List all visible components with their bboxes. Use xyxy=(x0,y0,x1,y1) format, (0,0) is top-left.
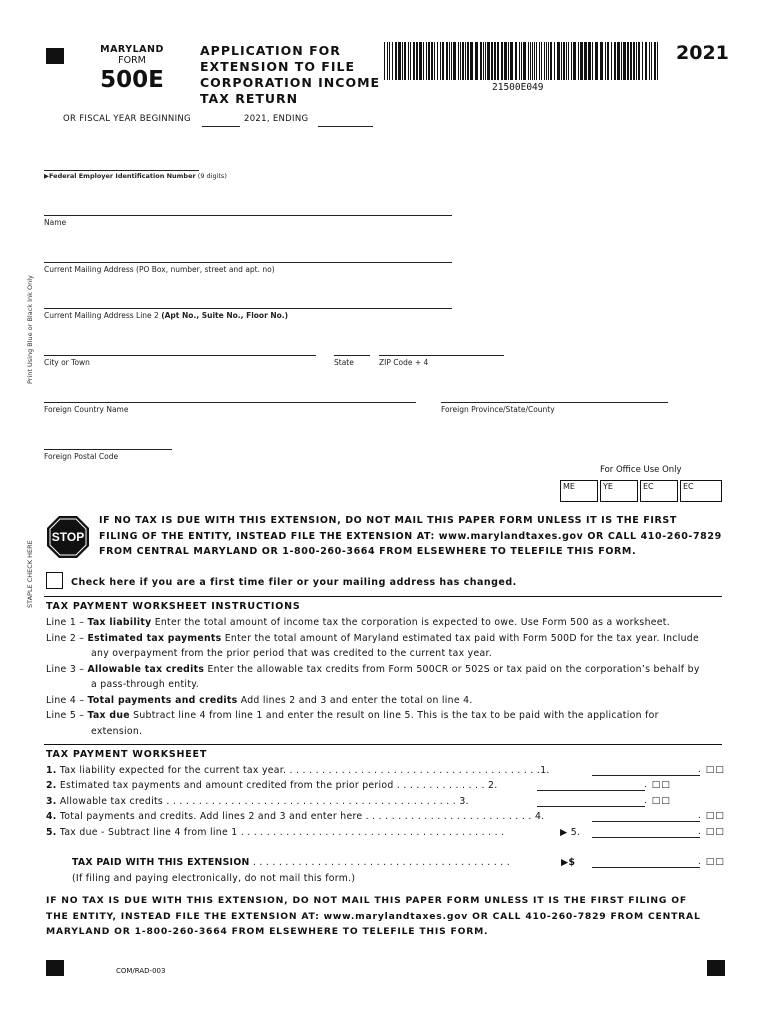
fein-field[interactable] xyxy=(44,170,199,171)
worksheet-divider xyxy=(44,744,722,745)
barcode-graphic xyxy=(384,42,662,80)
line-5-cents: . □□ xyxy=(698,827,725,837)
tax-paid-cents: . □□ xyxy=(698,857,725,867)
instructions-title: TAX PAYMENT WORKSHEET INSTRUCTIONS xyxy=(46,601,301,612)
country-label: Foreign Country Name xyxy=(44,405,129,414)
address2-label: Current Mailing Address Line 2 (Apt No., Suite No., Floor No.) xyxy=(44,311,289,320)
worksheet-line-5: 5. Tax due - Subtract line 4 from line 1 . . . . . . . . . . . . . . . . . . . . . . . . . . . . . . . . . . . . . . . . . xyxy=(46,827,505,838)
address2-field[interactable] xyxy=(44,308,452,309)
fein-label: ▶Federal Employer Identification Number (9 digits) xyxy=(44,172,227,180)
line-1-cents: . □□ xyxy=(698,765,725,775)
instructions-list xyxy=(46,615,726,739)
fiscal-begin-field[interactable] xyxy=(202,126,240,127)
province-field[interactable] xyxy=(441,402,668,403)
state-field[interactable] xyxy=(334,355,370,356)
address1-field[interactable] xyxy=(44,262,452,263)
form-label: FORM xyxy=(118,55,146,66)
name-field[interactable] xyxy=(44,215,452,216)
form-identity xyxy=(92,44,172,94)
instruction-continuation: a pass-through entity. xyxy=(91,679,199,690)
barcode xyxy=(384,42,662,80)
registration-mark-top-left xyxy=(46,48,64,64)
office-box-ec2: EC xyxy=(680,480,722,502)
stop-line: FROM CENTRAL MARYLAND OR 1-800-260-3664 FROM ELSEWHERE TO TELEFILE THIS FORM. xyxy=(99,546,637,557)
instruction-line: Line 4 – Total payments and credits Add lines 2 and 3 and enter the total on line 4. xyxy=(46,694,473,706)
name-label: Name xyxy=(44,218,67,227)
province-label: Foreign Province/State/County xyxy=(441,405,555,414)
worksheet-line-3: 3. Allowable tax credits . . . . . . . . . . . . . . . . . . . . . . . . . . . . . . . . . . . . . . . . . . . . . 3. xyxy=(46,796,469,807)
ink-instruction: Print Using Blue or Black Ink Only xyxy=(26,275,34,384)
arrow-right-icon: ▶ xyxy=(44,172,49,180)
line-4-cents: . □□ xyxy=(698,811,725,821)
worksheet-title: TAX PAYMENT WORKSHEET xyxy=(46,749,208,760)
stop-notice xyxy=(99,513,722,560)
instruction-line: Line 5 – Tax due Subtract line 4 from line 1 and enter the result on line 5. This is the tax to be paid with the application for xyxy=(46,710,659,721)
line-4-amount-field[interactable] xyxy=(592,821,700,822)
form-code: COM/RAD-003 xyxy=(116,967,166,975)
svg-text:STOP: STOP xyxy=(51,530,85,544)
city-label: City or Town xyxy=(44,358,90,367)
instruction-continuation: extension. xyxy=(91,725,143,737)
form-number: 500E xyxy=(100,67,164,93)
address1-label: Current Mailing Address (PO Box, number, street and apt. no) xyxy=(44,265,275,274)
title-line: APPLICATION FOR xyxy=(200,43,341,58)
footer-warning xyxy=(46,893,701,940)
line-3-amount-field[interactable] xyxy=(537,806,645,807)
tax-paid-arrow: ▶$ xyxy=(561,857,576,868)
instruction-continuation: any overpayment from the prior period that was credited to the current tax year. xyxy=(91,648,493,659)
barcode-text: 21500E049 xyxy=(492,82,544,93)
footer-warning-line: MARYLAND OR 1-800-260-3664 FROM ELSEWHERE TO TELEFILE THIS FORM. xyxy=(46,926,489,937)
worksheet-line-1: 1. Tax liability expected for the current tax year. . . . . . . . . . . . . . . . . . . . . . . . . . . . . . . . . . . . . . . .1. xyxy=(46,765,550,776)
state-name: MARYLAND xyxy=(100,44,164,55)
worksheet-line-4: 4. Total payments and credits. Add lines 2 and 3 and enter here . . . . . . . . . . . . . . . . . . . . . . . . . . 4. xyxy=(46,811,545,822)
arrow-right-icon: ▶ xyxy=(560,827,568,838)
line-5-amount-field[interactable] xyxy=(592,837,700,838)
stop-line: FILING OF THE ENTITY, INSTEAD FILE THE EXTENSION AT: www.marylandtaxes.gov OR CALL 410-260-7829 xyxy=(99,530,722,542)
office-use-label: For Office Use Only xyxy=(600,465,682,475)
zip-label: ZIP Code + 4 xyxy=(379,358,429,367)
line-2-amount-field[interactable] xyxy=(537,790,645,791)
instruction-line: Line 3 – Allowable tax credits Enter the allowable tax credits from Form 500CR or 502S or tax paid on the corporation’s behalf by xyxy=(46,663,700,675)
fiscal-end-field[interactable] xyxy=(318,126,373,127)
instruction-line: Line 1 – Tax liability Enter the total amount of income tax the corporation is expected to owe. Use Form 500 as a worksheet. xyxy=(46,617,671,628)
tax-paid-note: (If filing and paying electronically, do not mail this form.) xyxy=(72,873,356,884)
instructions-divider xyxy=(44,596,722,597)
stop-line: IF NO TAX IS DUE WITH THIS EXTENSION, DO NOT MAIL THIS PAPER FORM UNLESS IT IS THE FIRST xyxy=(99,515,677,526)
line-2-cents: . □□ xyxy=(644,780,671,790)
first-time-filer-label: Check here if you are a first time filer or your mailing address has changed. xyxy=(71,577,517,588)
line-5-ref: ▶ 5. xyxy=(560,827,581,838)
worksheet-line-2: 2. Estimated tax payments and amount credited from the prior period . . . . . . . . . . . . . . 2. xyxy=(46,780,498,791)
office-box-ec1: EC xyxy=(640,480,678,502)
office-box-me: ME xyxy=(560,480,598,502)
city-field[interactable] xyxy=(44,355,316,356)
zip-field[interactable] xyxy=(379,355,504,356)
fiscal-year-prefix: OR FISCAL YEAR BEGINNING xyxy=(63,114,191,124)
tax-paid-line: TAX PAID WITH THIS EXTENSION . . . . . . . . . . . . . . . . . . . . . . . . . . . . . . . . . . . . . . . . xyxy=(72,857,511,868)
title-line: TAX RETURN xyxy=(200,91,299,106)
tax-paid-amount-field[interactable] xyxy=(592,867,700,868)
first-time-filer-checkbox[interactable] xyxy=(46,572,63,589)
line-3-cents: . □□ xyxy=(644,796,671,806)
registration-mark-bottom-right xyxy=(707,960,725,976)
footer-warning-line: IF NO TAX IS DUE WITH THIS EXTENSION, DO NOT MAIL THIS PAPER FORM UNLESS IT IS THE FIRST FILING OF xyxy=(46,895,687,906)
postal-label: Foreign Postal Code xyxy=(44,452,119,461)
office-box-ye: YE xyxy=(600,480,638,502)
postal-field[interactable] xyxy=(44,449,172,450)
fiscal-year-middle: 2021, ENDING xyxy=(244,114,309,124)
footer-warning-line: THE ENTITY, INSTEAD FILE THE EXTENSION AT: www.marylandtaxes.gov OR CALL 410-260-7829 FROM CENTRAL xyxy=(46,910,701,922)
line-1-amount-field[interactable] xyxy=(592,775,700,776)
registration-mark-bottom-left xyxy=(46,960,64,976)
title-line: CORPORATION INCOME xyxy=(200,75,381,90)
staple-instruction: STAPLE CHECK HERE xyxy=(26,540,34,608)
tax-year: 2021 xyxy=(676,42,729,64)
title-line: EXTENSION TO FILE xyxy=(200,59,355,74)
country-field[interactable] xyxy=(44,402,416,403)
stop-sign-icon xyxy=(46,515,90,559)
form-title xyxy=(200,43,380,107)
state-label: State xyxy=(334,358,354,367)
instruction-line: Line 2 – Estimated tax payments Enter the total amount of Maryland estimated tax paid with Form 500D for the tax year. Include xyxy=(46,632,699,644)
